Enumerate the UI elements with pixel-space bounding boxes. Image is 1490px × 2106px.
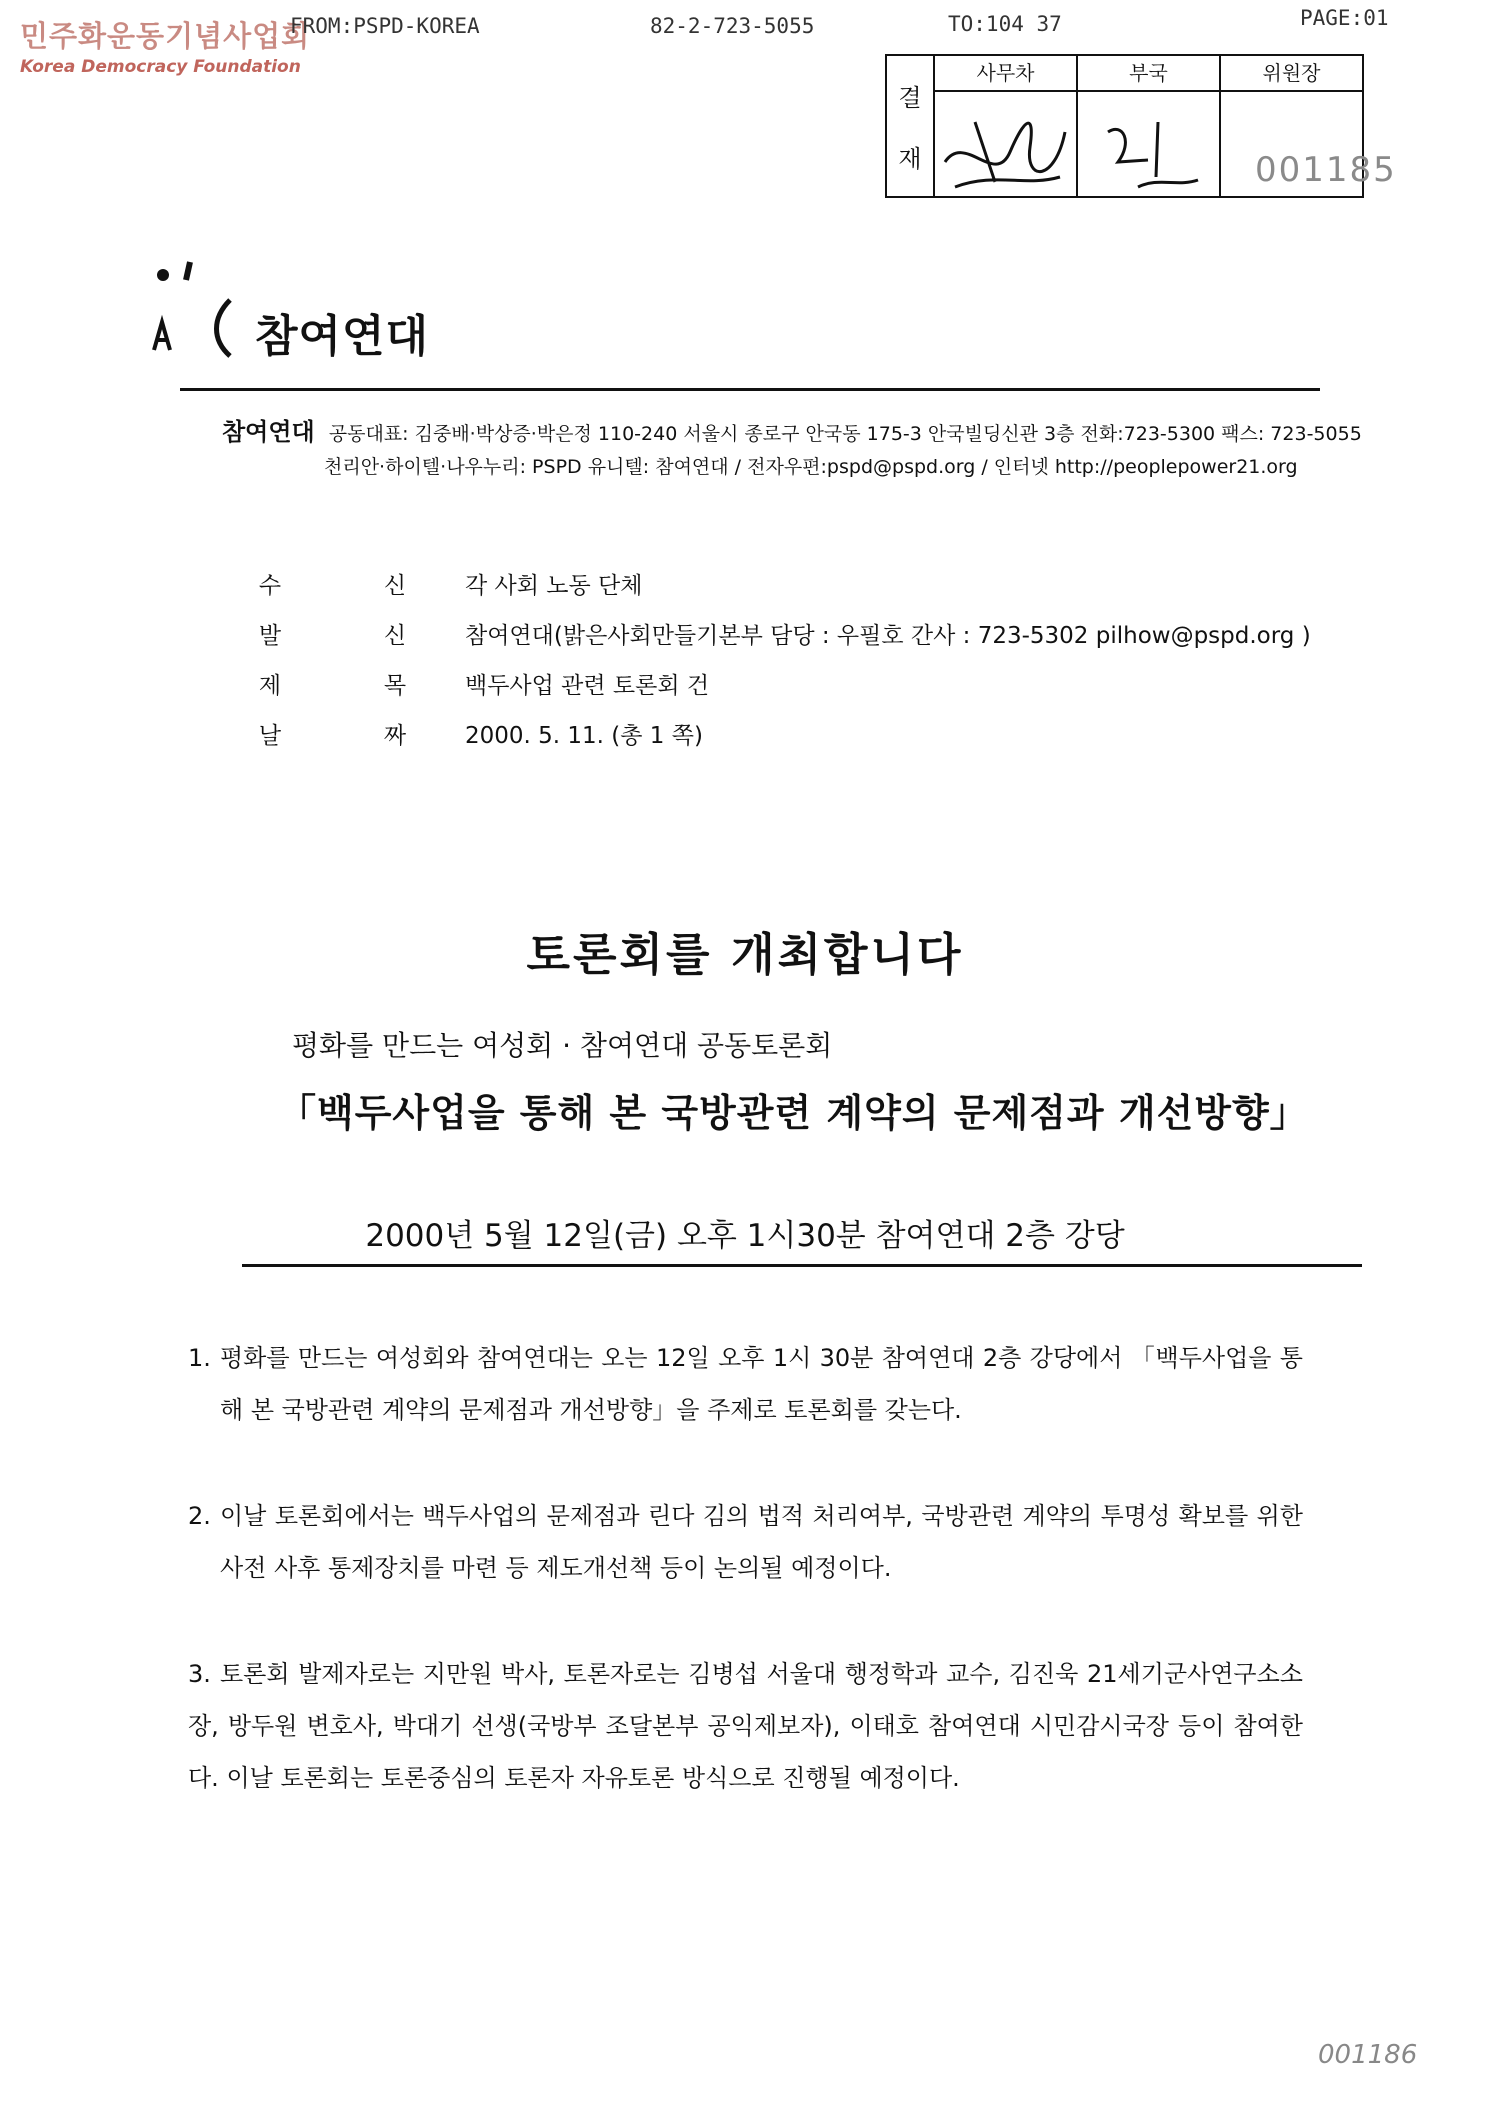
signature-mark <box>1078 92 1218 196</box>
paragraph-1 <box>188 1332 1303 1436</box>
paragraph-3 <box>188 1648 1303 1804</box>
signature-mark <box>935 92 1075 196</box>
fax-number: 82-2-723-5055 <box>650 14 815 38</box>
watermark-korean: 민주화운동기념사업회 <box>20 19 311 53</box>
footer-handwritten-number: 001186 <box>1318 2040 1418 2070</box>
memo-label: 날 짜 <box>258 722 407 749</box>
approval-head: 사무차 <box>935 56 1076 92</box>
approval-label-char: 재 <box>898 145 922 173</box>
paragraph-number: 3. <box>188 1660 211 1688</box>
memo-value: 2000. 5. 11. (총 1 쪽) <box>465 722 703 749</box>
watermark <box>20 14 310 77</box>
watermark-english: Korea Democracy Foundation <box>20 57 301 77</box>
memo-label: 수 신 <box>258 572 407 599</box>
divider <box>242 1264 1362 1267</box>
topic-heading: 「백두사업을 통해 본 국방관련 계약의 문제점과 개선방향」 <box>278 1091 1309 1135</box>
approval-head: 위원장 <box>1221 56 1362 92</box>
org-contact-line1 <box>222 412 1362 447</box>
signature-cell <box>935 92 1076 196</box>
paragraph-text: 이날 토론회에서는 백두사업의 문제점과 린다 김의 법적 처리여부, 국방관련 계약의 투명성 확보를 위한 사전 사후 통제장치를 마련 등 제도개선책 등이 논의될 예정이다. <box>220 1502 1303 1582</box>
fax-to: TO:104 37 <box>948 12 1062 36</box>
org-contact-line2: 천리안·하이텔·나우누리: PSPD 유니텔: 참여연대 / 전자우편:pspd@pspd.org / 인터넷 http://peoplepower21.org <box>324 456 1298 478</box>
event-date-place: 2000년 5월 12일(금) 오후 1시30분 참여연대 2층 강당 <box>365 1218 1125 1254</box>
memo-value: 참여연대(밝은사회만들기본부 담당 : 우필호 간사 : 723-5302 pilhow@pspd.org ) <box>465 622 1311 649</box>
approval-label <box>887 56 935 196</box>
main-heading: 토론회를 개최합니다 <box>526 928 964 981</box>
memo-row-sender <box>255 608 1311 658</box>
logo-mark-icon <box>150 250 250 360</box>
memo-label: 발 신 <box>258 622 407 649</box>
paragraph-text: 토론회 발제자로는 지만원 박사, 토론자로는 김병섭 서울대 행정학과 교수, 김진욱 21세기군사연구소소장, 방두원 변호사, 박대기 선생(국방부 조달본부 공익제보자), 이태호 참여연대 시민감시국장 등이 참여한다. 이날 토론회는 토론중심의 토론자 자유토론 방식으로 진행될 예정이다. <box>188 1660 1303 1792</box>
fax-page: PAGE:01 <box>1300 6 1389 30</box>
approval-label-char: 결 <box>898 84 922 112</box>
memo-label: 제 목 <box>258 672 407 699</box>
approval-column <box>1078 56 1221 196</box>
logo-mark <box>150 250 250 364</box>
memo-row-date <box>255 708 1311 758</box>
approval-column <box>935 56 1078 196</box>
document-number: 001185 <box>1255 150 1397 190</box>
memo-fields <box>255 558 1311 758</box>
org-logo: 참여연대 <box>255 311 430 362</box>
divider <box>180 388 1320 391</box>
memo-value: 백두사업 관련 토론회 건 <box>465 672 710 699</box>
sub-heading: 평화를 만드는 여성회 · 참여연대 공동토론회 <box>292 1029 833 1062</box>
fax-from: FROM:PSPD-KOREA <box>290 14 480 38</box>
org-address: 공동대표: 김중배·박상증·박은정 110-240 서울시 종로구 안국동 175-3 안국빌딩신관 3층 전화:723-5300 팩스: 723-5055 <box>328 423 1362 445</box>
paragraph-text: 평화를 만드는 여성회와 참여연대는 오는 12일 오후 1시 30분 참여연대 2층 강당에서 「백두사업을 통해 본 국방관련 계약의 문제점과 개선방향」을 주제로 토론회를 갖는다. <box>220 1344 1303 1424</box>
paragraph-2 <box>188 1490 1303 1594</box>
org-name: 참여연대 <box>222 418 315 446</box>
memo-row-recipient <box>255 558 1311 608</box>
approval-head: 부국 <box>1078 56 1219 92</box>
memo-row-subject <box>255 658 1311 708</box>
signature-cell <box>1078 92 1219 196</box>
memo-value: 각 사회 노동 단체 <box>465 572 643 599</box>
paragraph-number: 2. <box>188 1502 211 1530</box>
paragraph-number: 1. <box>188 1344 211 1372</box>
